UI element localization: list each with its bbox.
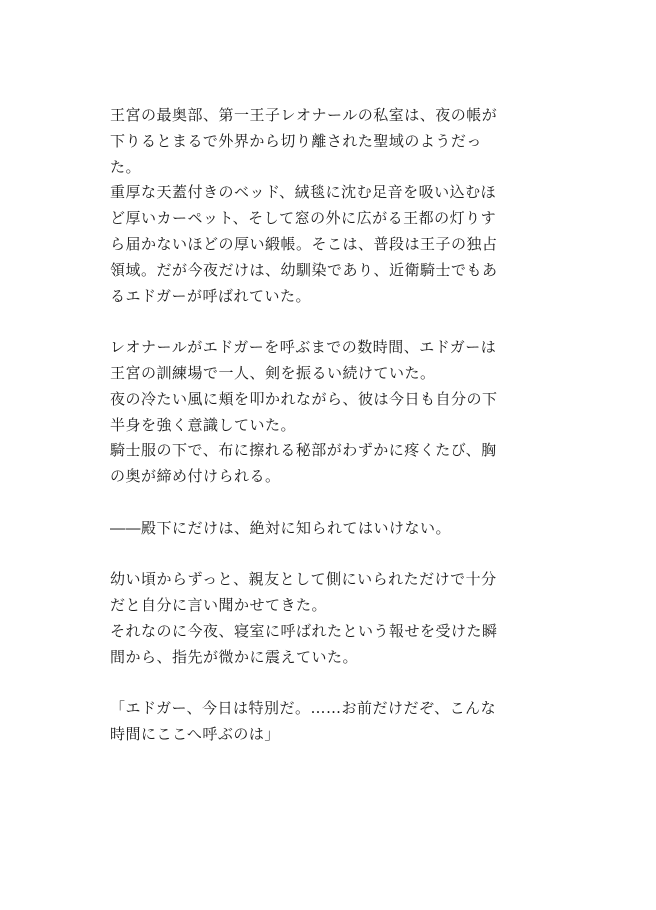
paragraph-1: 王宮の最奥部、第一王子レオナールの私室は、夜の帳が 下りるとまるで外界から切り離された聖域のようだっ た。: [110, 106, 498, 176]
document-body: [110, 103, 550, 748]
blank-line: [110, 309, 550, 335]
paragraph-5: 騎士服の下で、布に擦れる秘部がわずかに疼くたび、胸 の奥が締め付けられる。: [110, 441, 497, 486]
paragraph-8: それなのに今夜、寝室に呼ばれたという報せを受けた瞬 間から、指先が微かに震えていた。: [110, 621, 498, 666]
paragraph-3: レオナールがエドガーを呼ぶまでの数時間、エドガーは 王宮の訓練場で一人、剣を振るい続けていた。: [110, 338, 497, 382]
blank-line: [110, 490, 550, 516]
paragraph-9: 「エドガー、今日は特別だ。……お前だけだぞ、こんな 時間にここへ呼ぶのは」: [110, 699, 497, 744]
paragraph-6: ――殿下にだけは、絶対に知られてはいけない。: [110, 518, 452, 537]
blank-line: [110, 542, 550, 568]
paragraph-2: 重厚な天蓋付きのベッド、絨毯に沈む足音を吸い込むほ ど厚いカーペット、そして窓の外に広がる王都の灯りす ら届かないほどの厚い緞帳。そこは、普段は王子の独占 領域。だが今夜だけは、幼馴染であり、近衛騎士でもあ るエドガーが呼ばれていた。: [110, 183, 498, 305]
paragraph-4: 夜の冷たい風に頬を叩かれながら、彼は今日も自分の下 半身を強く意識していた。: [110, 389, 498, 434]
paragraph-7: 幼い頃からずっと、親友として側にいられただけで十分 だと自分に言い聞かせてきた。: [110, 570, 497, 615]
blank-line: [110, 671, 550, 697]
